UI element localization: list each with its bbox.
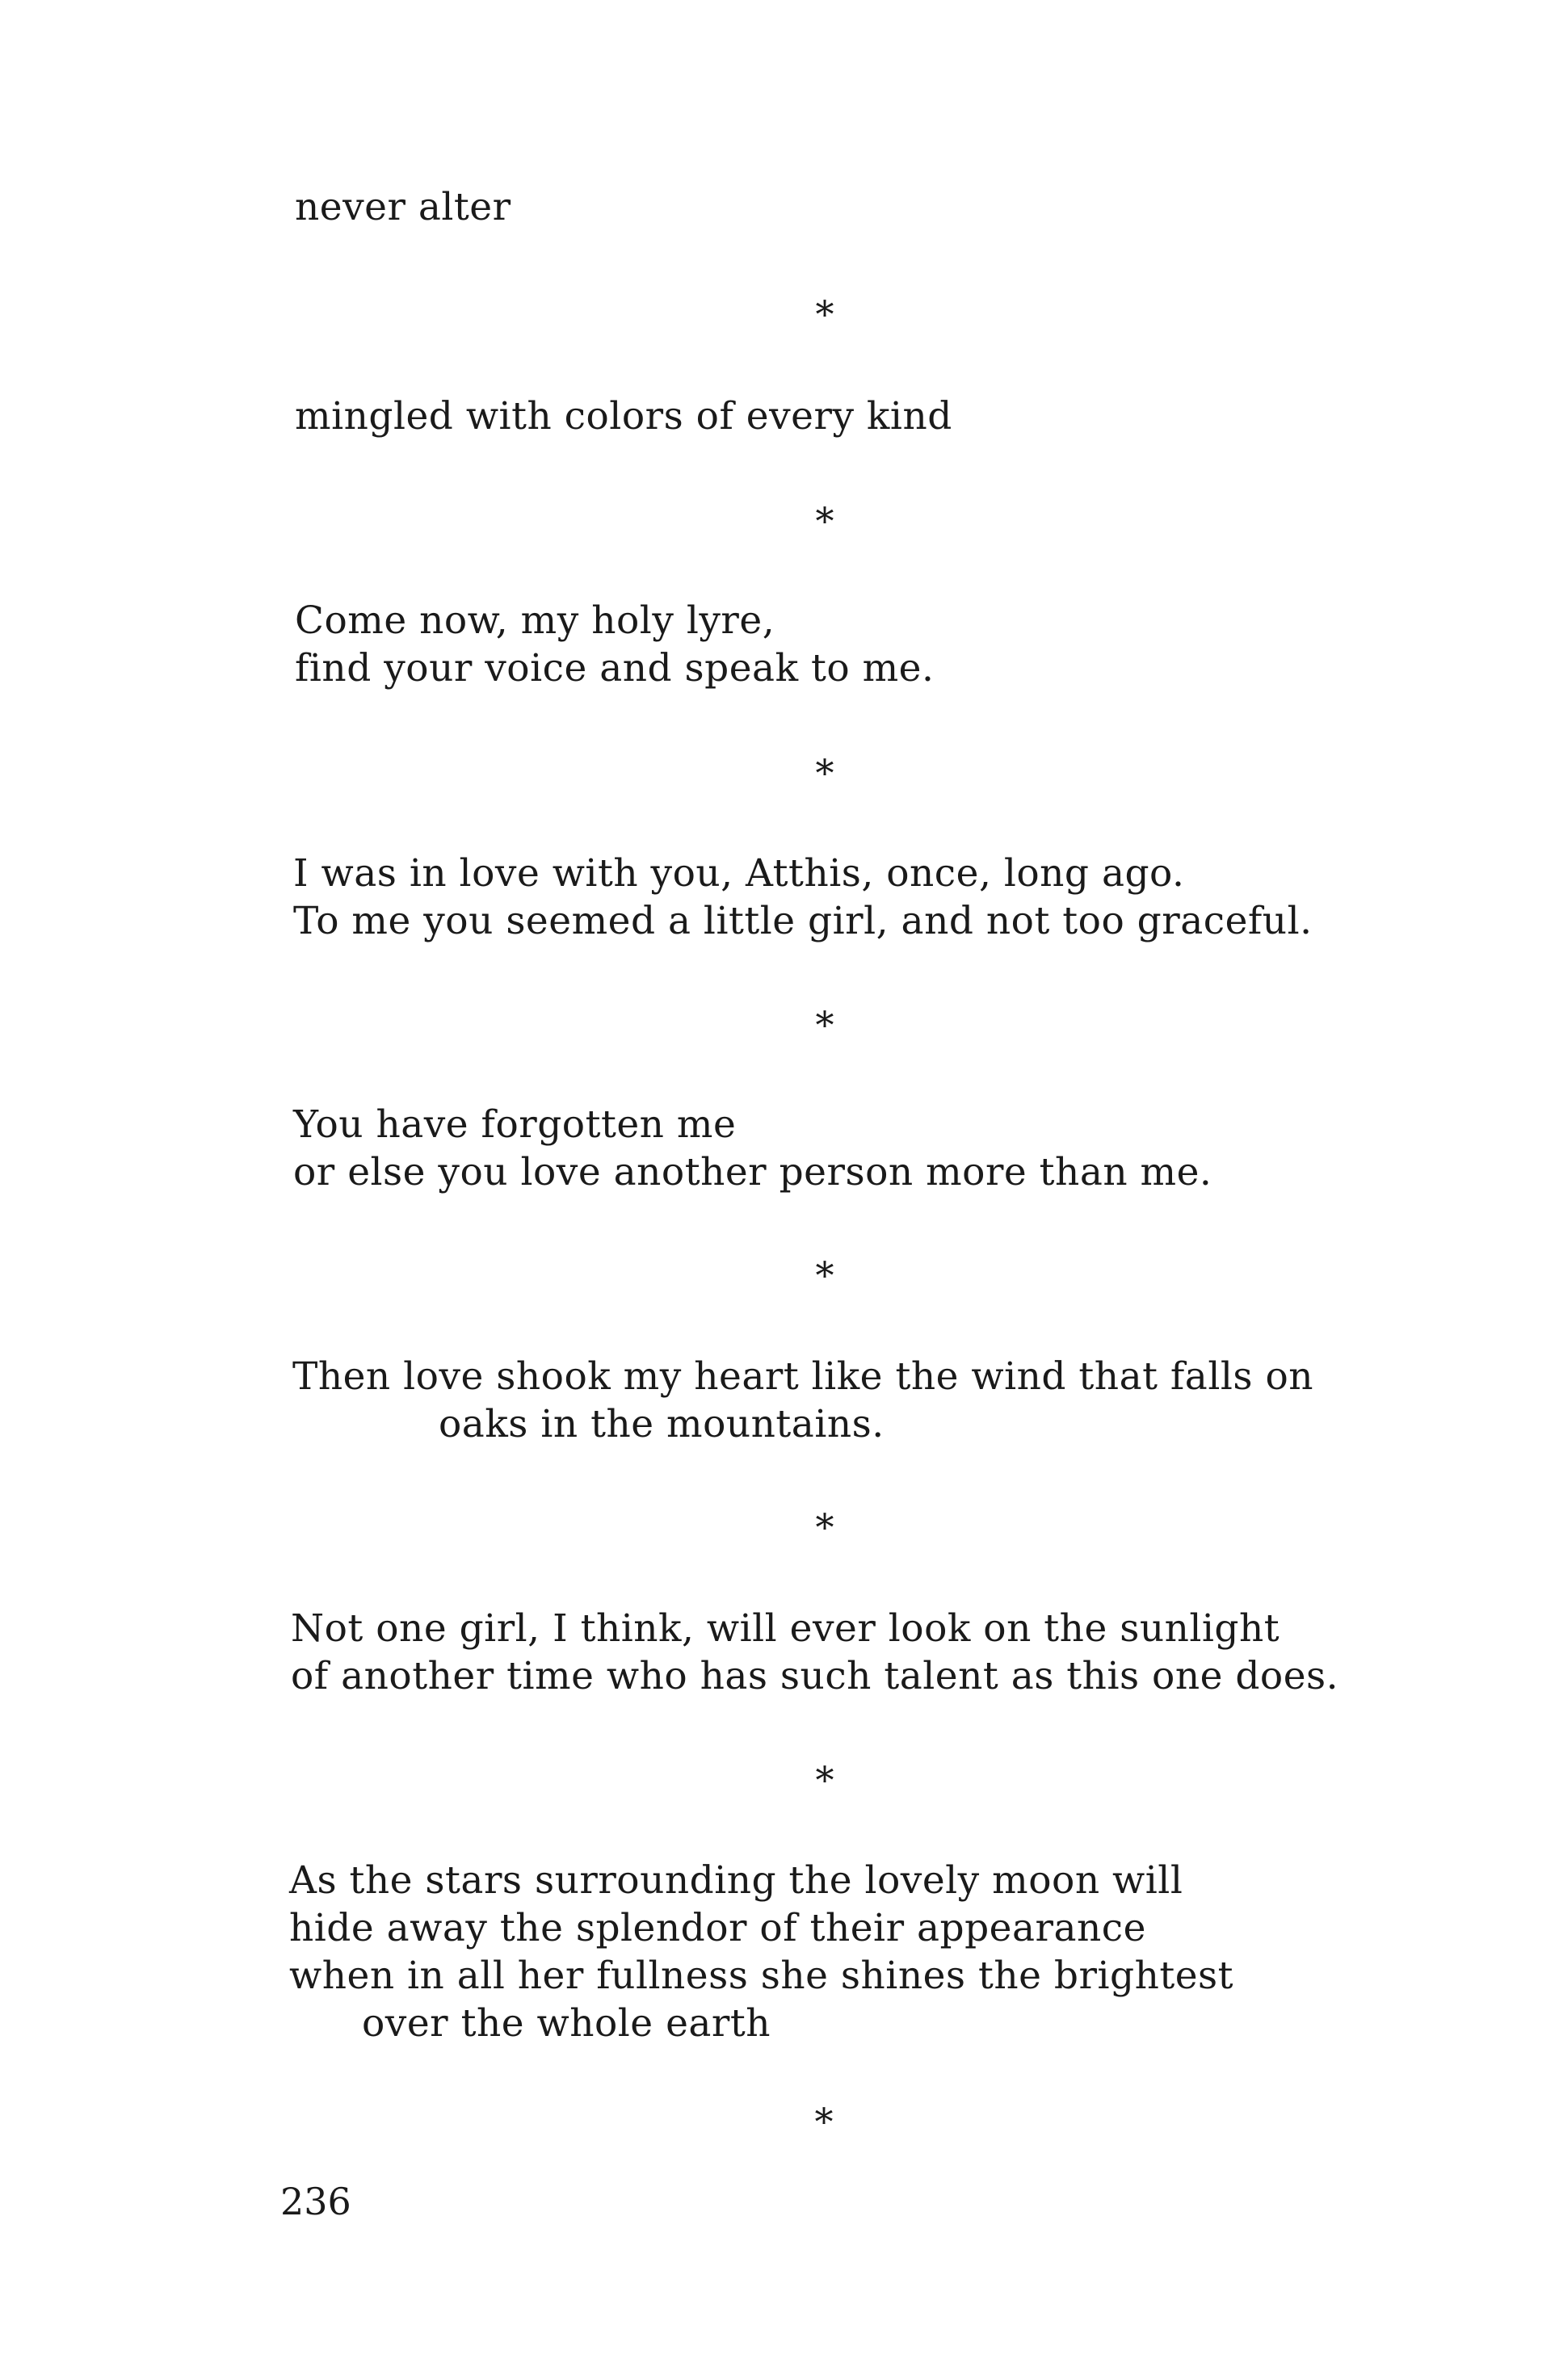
fragment-7-line-1: Not one girl, I think, will ever look on the sunlight bbox=[291, 1606, 1280, 1651]
fragment-4-line-2: To me you seemed a little girl, and not too graceful. bbox=[293, 899, 1313, 943]
separator-asterisk: * bbox=[815, 499, 834, 543]
separator-asterisk: * bbox=[815, 292, 834, 336]
fragment-6-line-2: oaks in the mountains. bbox=[439, 1402, 885, 1446]
fragment-8-line-2: hide away the splendor of their appearance bbox=[289, 1906, 1146, 1950]
fragment-6-line-1: Then love shook my heart like the wind that falls on bbox=[292, 1354, 1314, 1399]
fragment-3-line-1: Come now, my holy lyre, bbox=[295, 598, 775, 643]
fragment-7-line-2: of another time who has such talent as this one does. bbox=[291, 1654, 1339, 1698]
separator-asterisk: * bbox=[815, 1505, 834, 1549]
fragment-4-line-1: I was in love with you, Atthis, once, long ago. bbox=[293, 851, 1185, 896]
separator-asterisk: * bbox=[814, 2100, 834, 2143]
fragment-8-line-3: when in all her fullness she shines the brightest bbox=[289, 1954, 1234, 1998]
fragment-2-line-1: mingled with colors of every kind bbox=[295, 394, 952, 439]
page-number: 236 bbox=[280, 2180, 351, 2223]
fragment-1-line-1: never alter bbox=[295, 185, 511, 229]
fragment-3-line-2: find your voice and speak to me. bbox=[295, 646, 935, 690]
fragment-5-line-1: You have forgotten me bbox=[293, 1102, 737, 1147]
separator-asterisk: * bbox=[815, 751, 834, 795]
fragment-5-line-2: or else you love another person more than me. bbox=[293, 1150, 1212, 1194]
separator-asterisk: * bbox=[815, 1003, 834, 1047]
separator-asterisk: * bbox=[815, 1758, 834, 1802]
separator-asterisk: * bbox=[815, 1253, 834, 1297]
fragment-8-line-1: As the stars surrounding the lovely moon will bbox=[289, 1858, 1183, 1903]
fragment-8-line-4: over the whole earth bbox=[362, 2001, 771, 2046]
